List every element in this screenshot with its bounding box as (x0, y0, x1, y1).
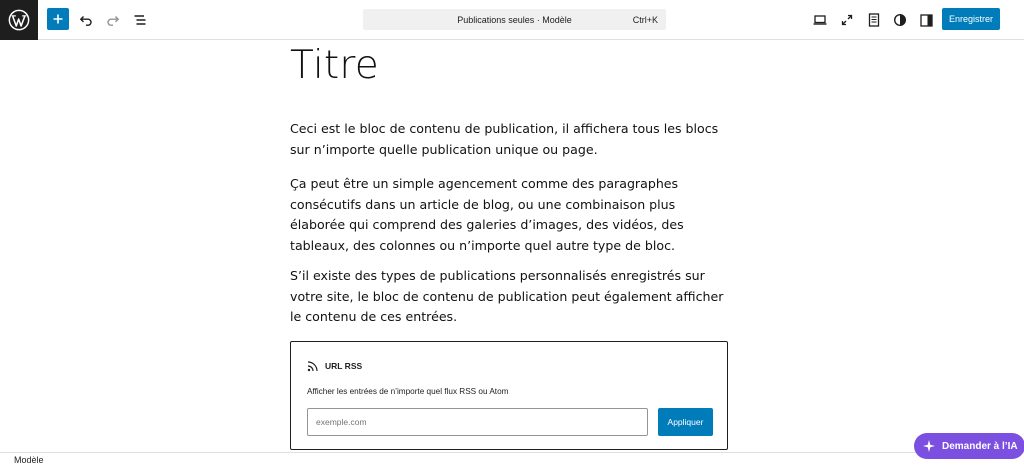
apply-button[interactable]: Appliquer (658, 408, 713, 436)
post-title[interactable]: Titre (290, 43, 379, 88)
plus-icon (52, 13, 64, 25)
paragraph-1[interactable]: Ceci est le bloc de contenu de publication, il affichera tous les blocs sur n’importe quelle publication unique ou page. (290, 121, 719, 157)
save-button[interactable]: Enregistrer (942, 8, 1000, 30)
sidebar-icon (920, 14, 933, 27)
top-toolbar (0, 0, 1024, 40)
rss-block-header (307, 360, 362, 372)
contrast-icon (893, 13, 907, 27)
paragraph-2[interactable]: Ça peut être un simple agencement comme des paragraphes consécutifs dans un article de blog, ou une combinaison plus élaborée qui comprend des galeries d’images, des vidéos, des tableaux, des colonnes ou n’importe quel autre type de bloc. (290, 176, 684, 253)
add-block-button[interactable] (47, 8, 69, 30)
desktop-icon (813, 14, 827, 26)
rss-description: Afficher les entrées de n’importe quel flux RSS ou Atom (307, 387, 509, 396)
rss-url-input[interactable] (307, 408, 648, 436)
settings-sidebar-button[interactable] (914, 8, 938, 32)
undo-button[interactable] (74, 8, 98, 32)
footer-bar (0, 452, 1024, 468)
command-shortcut: Ctrl+K (632, 14, 658, 25)
rss-label: URL RSS (325, 361, 363, 371)
list-icon (133, 13, 147, 27)
page-icon (868, 13, 880, 27)
document-title: Publications seules · Modèle (457, 14, 572, 25)
device-preview-button[interactable] (808, 8, 832, 32)
external-expand-icon (841, 14, 853, 26)
redo-icon (106, 13, 120, 27)
document-overview-button[interactable] (128, 8, 152, 32)
ask-ai-button[interactable] (914, 433, 1024, 459)
wordpress-logo-icon[interactable] (0, 0, 38, 40)
view-site-button[interactable] (835, 8, 859, 32)
paragraph-3[interactable]: S’il existe des types de publications personnalisés enregistrés sur votre site, le bloc de contenu de publication peut également afficher le contenu de ces entrées. (290, 268, 724, 324)
rss-icon (307, 360, 319, 372)
ask-ai-label: Demander à l’IA (942, 440, 1018, 452)
breadcrumb[interactable]: Modèle (14, 455, 44, 465)
redo-button[interactable] (101, 8, 125, 32)
undo-icon (79, 13, 93, 27)
rss-block[interactable] (290, 341, 728, 450)
sparkle-icon (922, 439, 936, 453)
template-page-button[interactable] (862, 8, 886, 32)
command-palette-bar[interactable] (363, 9, 666, 30)
styles-button[interactable] (888, 8, 912, 32)
